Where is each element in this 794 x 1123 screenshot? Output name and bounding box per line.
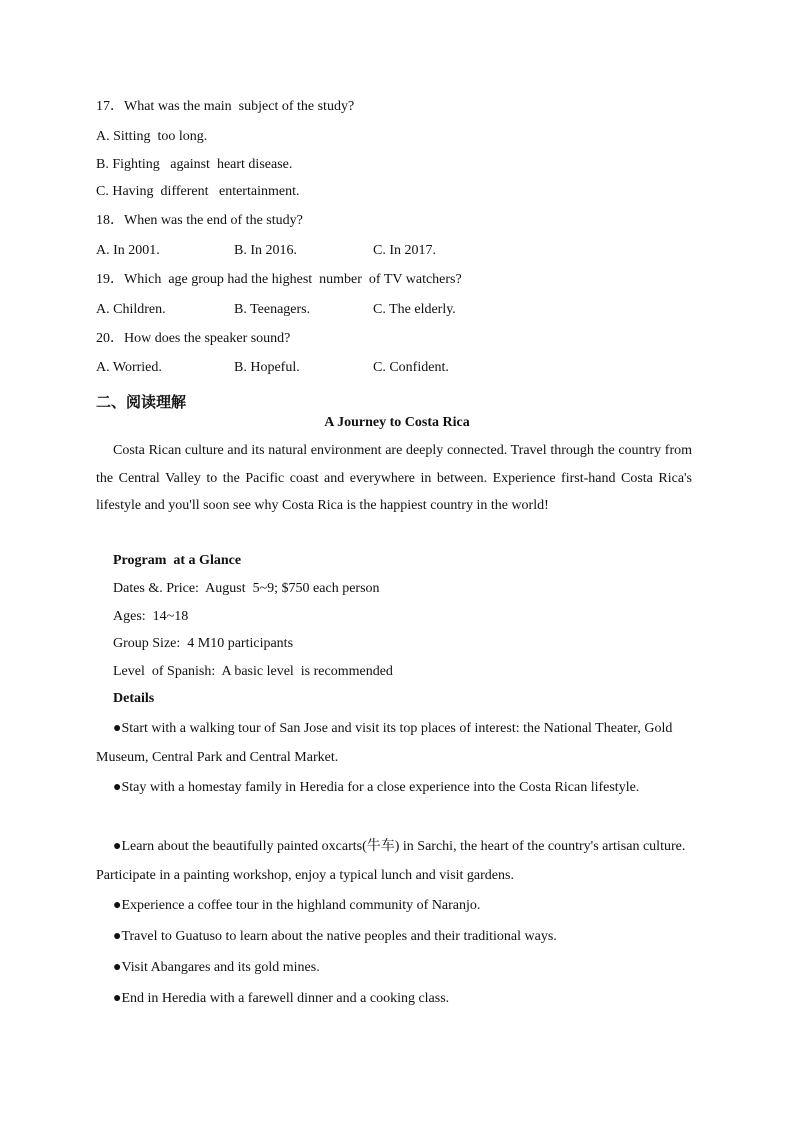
question-20-option-a: A. Worried. xyxy=(96,360,162,375)
question-20-option-c: C. Confident. xyxy=(373,360,449,375)
question-18-option-a: A. In 2001. xyxy=(96,243,160,258)
glance-item-ages: Ages: 14~18 xyxy=(113,609,189,624)
glance-item-dates-price: Dates &. Price: August 5~9; $750 each person xyxy=(113,581,380,596)
details-item-farewell: ●End in Heredia with a farewell dinner and a cooking class. xyxy=(113,991,450,1006)
question-19-option-a: A. Children. xyxy=(96,302,166,317)
question-20-stem: 20．How does the speaker sound? xyxy=(96,331,291,346)
glance-item-spanish-level: Level of Spanish: A basic level is recommended xyxy=(113,664,393,679)
question-17-option-b: B. Fighting against heart disease. xyxy=(96,157,293,172)
passage-title: A Journey to Costa Rica xyxy=(324,415,470,430)
details-item-homestay: ●Stay with a homestay family in Heredia for a close experience into the Costa Rican lifestyle. xyxy=(113,780,640,795)
question-17-option-c: C. Having different entertainment. xyxy=(96,184,300,199)
question-19-option-b: B. Teenagers. xyxy=(234,302,311,317)
question-18-option-c: C. In 2017. xyxy=(373,243,436,258)
section-title: 二、阅读理解 xyxy=(96,393,187,411)
question-19-option-c: C. The elderly. xyxy=(373,302,456,317)
details-item-coffee-tour: ●Experience a coffee tour in the highland community of Naranjo. xyxy=(113,898,481,913)
question-19-stem: 19．Which age group had the highest number of TV watchers? xyxy=(96,272,462,287)
details-item-san-jose: ●Start with a walking tour of San Jose and visit its top places of interest: the National Theater, Gold Museum, Central Park and Central Market. xyxy=(96,721,673,765)
glance-heading: Program at a Glance xyxy=(113,553,242,568)
details-item-guatuso: ●Travel to Guatuso to learn about the native peoples and their traditional ways. xyxy=(113,929,557,944)
question-20-option-b: B. Hopeful. xyxy=(234,360,300,375)
details-heading: Details xyxy=(113,691,155,706)
question-18-stem: 18．When was the end of the study? xyxy=(96,213,303,228)
question-18-option-b: B. In 2016. xyxy=(234,243,297,258)
passage-intro: Costa Rican culture and its natural environment are deeply connected. Travel through the country from the Central Valley to the Pacific coast and everywhere in between. Experience first-hand Costa Rica's lifestyle and you'll soon see why Costa Rica is the happiest country in the world! xyxy=(96,443,692,513)
details-item-oxcarts: ●Learn about the beautifully painted oxcarts(牛车) in Sarchi, the heart of the country's artisan culture. Participate in a painting workshop, enjoy a typical lunch and visit gardens. xyxy=(96,839,686,883)
question-17-option-a: A. Sitting too long. xyxy=(96,129,208,144)
glance-item-group-size: Group Size: 4 M10 participants xyxy=(113,636,294,651)
details-item-abangares: ●Visit Abangares and its gold mines. xyxy=(113,960,320,975)
question-17-stem: 17．What was the main subject of the study? xyxy=(96,99,355,114)
